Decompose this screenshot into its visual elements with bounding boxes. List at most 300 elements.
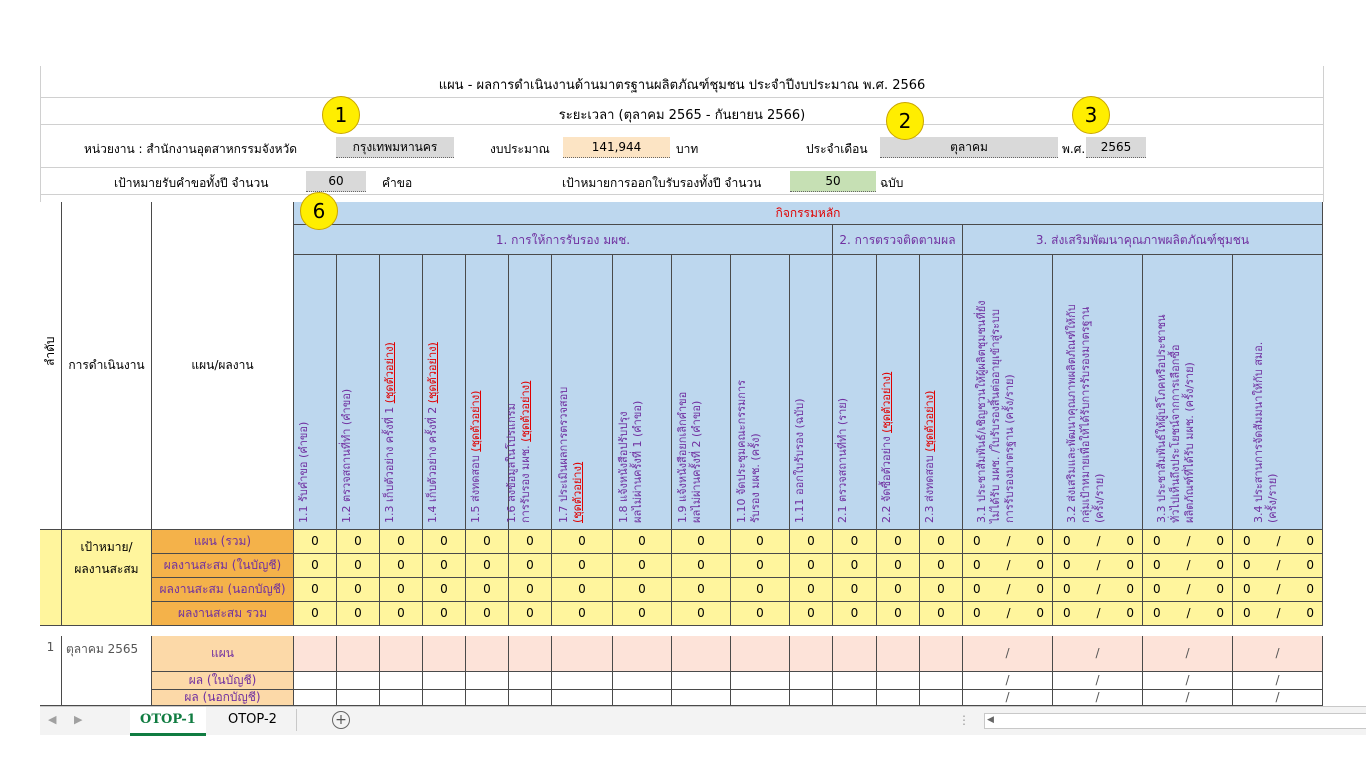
- input-cell[interactable]: [423, 636, 466, 672]
- input-cell[interactable]: [552, 672, 613, 690]
- tab-scroll-left-icon[interactable]: ◀: [48, 713, 57, 726]
- activity-col-header-text: [793, 398, 806, 523]
- input-cell[interactable]: [466, 636, 509, 672]
- input-cell[interactable]: [613, 636, 672, 672]
- summary-row-label-text: ผลงานสะสม รวม: [177, 606, 268, 620]
- input-cell[interactable]: [920, 672, 963, 690]
- value-cell[interactable]: [380, 530, 423, 554]
- summary-label-line2: ผลงานสะสม: [74, 562, 139, 576]
- value-text: 0: [894, 606, 902, 620]
- input-cell[interactable]: [1143, 636, 1233, 672]
- value-text: 0: [1153, 534, 1161, 548]
- input-cell[interactable]: [1053, 636, 1143, 672]
- value-cell[interactable]: [423, 530, 466, 554]
- input-cell[interactable]: [509, 690, 552, 706]
- value-cell[interactable]: [672, 530, 731, 554]
- activity-col-header-text: [297, 422, 310, 523]
- value-cell[interactable]: [294, 578, 337, 602]
- value-text: 0: [578, 558, 586, 572]
- summary-row-label-text: แผน (รวม): [193, 534, 252, 548]
- activity-col-header-text: [749, 433, 762, 523]
- col-header-plan: [152, 202, 294, 530]
- value-text: 0: [526, 606, 534, 620]
- target-request-cell[interactable]: 60: [306, 171, 366, 192]
- value-cell[interactable]: [466, 602, 509, 626]
- value-text: 0: [311, 534, 319, 548]
- value-text: 0: [483, 606, 491, 620]
- value-cell[interactable]: [1233, 578, 1323, 602]
- input-cell[interactable]: [963, 672, 1053, 690]
- target-cert-cell[interactable]: 50: [790, 171, 876, 192]
- slash-text: /: [1006, 534, 1011, 548]
- value-cell[interactable]: [1233, 602, 1323, 626]
- value-cell[interactable]: [1053, 554, 1143, 578]
- slash-text: /: [1095, 646, 1100, 660]
- value-cell[interactable]: [877, 530, 920, 554]
- input-cell[interactable]: [731, 690, 790, 706]
- slash-text: /: [1276, 582, 1281, 596]
- value-text: 0: [638, 558, 646, 572]
- activity-col-header-line: 1.7 ประเมินผลการตรวจสอบ: [556, 386, 570, 523]
- group-header-group3: [963, 225, 1323, 255]
- value-text: 0: [1216, 606, 1224, 620]
- value-text: 0: [973, 606, 981, 620]
- slash-text: /: [1096, 582, 1101, 596]
- value-cell[interactable]: [613, 578, 672, 602]
- group-header-label: 1. การให้การรับรอง มผช.: [495, 233, 631, 247]
- input-cell[interactable]: [672, 690, 731, 706]
- activity-col-header-unit: (ชุดตัวอย่าง): [518, 380, 532, 442]
- slash-text: /: [1005, 673, 1010, 687]
- activity-col-header: [613, 255, 672, 530]
- activity-col-header: [1143, 255, 1233, 530]
- col-header-order-label: ลำดับ: [43, 336, 57, 366]
- target-cert-label: เป้าหมายการออกใบรับรองทั้งปี จำนวน: [562, 176, 762, 190]
- value-cell[interactable]: [380, 578, 423, 602]
- activity-col-header-line: 2.2 จัดซื้อตัวอย่าง: [879, 432, 893, 523]
- value-cell[interactable]: [790, 554, 833, 578]
- value-cell[interactable]: [731, 554, 790, 578]
- value-text: 0: [697, 582, 705, 596]
- value-text: 0: [756, 606, 764, 620]
- activity-col-header-text: [1065, 304, 1078, 523]
- col-header-operation: [62, 202, 152, 530]
- value-cell[interactable]: [833, 554, 877, 578]
- input-cell[interactable]: [337, 636, 380, 672]
- activity-col-header-line: (ครั้ง/ราย): [1266, 473, 1279, 523]
- horizontal-scrollbar[interactable]: [984, 713, 1366, 729]
- input-cell[interactable]: [1233, 690, 1323, 706]
- activity-col-header: [466, 255, 509, 530]
- activity-col-header: [337, 255, 380, 530]
- value-text: 0: [1306, 558, 1314, 572]
- activity-col-header-line: 3.3 ประชาสัมพันธ์ให้ผู้บริโภคหรือประชาชน: [1155, 314, 1168, 523]
- value-cell[interactable]: [552, 578, 613, 602]
- input-cell[interactable]: [552, 690, 613, 706]
- value-cell[interactable]: [790, 530, 833, 554]
- activity-col-header-unit: (ชุดตัวอย่าง): [468, 390, 482, 452]
- activity-col-header: [672, 255, 731, 530]
- tab-scroll-right-icon[interactable]: ▶: [74, 713, 83, 726]
- activity-col-header-text: [880, 372, 893, 523]
- value-cell[interactable]: [1143, 578, 1233, 602]
- value-cell[interactable]: [509, 554, 552, 578]
- input-cell[interactable]: [833, 672, 877, 690]
- value-text: 0: [578, 606, 586, 620]
- summary-row-label: [152, 530, 294, 554]
- input-cell[interactable]: [790, 690, 833, 706]
- callout-badge-3: 3: [1072, 96, 1110, 134]
- slash-text: /: [1185, 690, 1190, 704]
- value-text: 0: [440, 534, 448, 548]
- input-cell[interactable]: [920, 636, 963, 672]
- slash-text: /: [1276, 558, 1281, 572]
- activity-col-header-unit: (ชุดตัวอย่าง): [922, 390, 936, 452]
- activity-col-header-line: 2.1 ตรวจสถานที่ทำ (ราย): [836, 397, 849, 523]
- value-cell[interactable]: [466, 554, 509, 578]
- activity-col-header: [380, 255, 423, 530]
- activity-col-header-text: [1003, 374, 1016, 523]
- value-text: 0: [638, 606, 646, 620]
- activity-col-header-line: ทั่วไปเห็นถึงประโยชน์จากการเลือกซื้อ: [1169, 344, 1182, 523]
- value-cell[interactable]: [731, 530, 790, 554]
- value-cell[interactable]: [1143, 530, 1233, 554]
- target-request-unit: คำขอ: [382, 176, 413, 190]
- value-text: 0: [937, 582, 945, 596]
- month-row-type-text: แผน: [211, 646, 234, 660]
- budget-cell[interactable]: 141,944: [563, 137, 670, 158]
- budget-label: งบประมาณ: [490, 142, 550, 156]
- activity-col-header-text: [1266, 474, 1279, 523]
- value-cell[interactable]: [337, 602, 380, 626]
- value-cell[interactable]: [920, 530, 963, 554]
- slash-text: /: [1005, 646, 1010, 660]
- month-row-type-text: ผล (ในบัญชี): [188, 673, 257, 687]
- value-cell[interactable]: [423, 602, 466, 626]
- input-cell[interactable]: [380, 690, 423, 706]
- value-cell[interactable]: [1233, 554, 1323, 578]
- input-cell[interactable]: [731, 672, 790, 690]
- budget-unit: บาท: [676, 142, 699, 156]
- value-text: 0: [1243, 582, 1251, 596]
- value-text: 0: [894, 582, 902, 596]
- value-text: 0: [1153, 606, 1161, 620]
- province-cell[interactable]: กรุงเทพมหานคร: [336, 137, 454, 158]
- value-cell[interactable]: [466, 578, 509, 602]
- value-text: 0: [756, 582, 764, 596]
- plus-circle-icon[interactable]: +: [332, 711, 350, 729]
- input-cell[interactable]: [1053, 672, 1143, 690]
- input-cell[interactable]: [466, 672, 509, 690]
- value-text: 0: [807, 606, 815, 620]
- summary-row-label-text: ผลงานสะสม (ในบัญชี): [163, 558, 282, 572]
- value-cell[interactable]: [731, 602, 790, 626]
- activity-col-header-text: [426, 342, 439, 523]
- value-text: 0: [1243, 558, 1251, 572]
- activity-col-header-line: การรับรอง มผช.: [518, 441, 532, 523]
- input-cell[interactable]: [731, 636, 790, 672]
- activity-col-header-text: [1079, 307, 1092, 523]
- tab-otop-2[interactable]: OTOP-2: [228, 712, 277, 727]
- month-cell[interactable]: ตุลาคม: [880, 137, 1058, 158]
- input-cell[interactable]: [613, 690, 672, 706]
- value-cell[interactable]: [552, 602, 613, 626]
- callout-badge-2: 2: [886, 102, 924, 140]
- input-cell[interactable]: [509, 672, 552, 690]
- month-row-type-label: [152, 690, 294, 706]
- value-text: 0: [807, 558, 815, 572]
- value-text: 0: [1063, 558, 1071, 572]
- value-text: 0: [756, 534, 764, 548]
- activity-col-header-unit: (ชุดตัวอย่าง): [425, 342, 439, 404]
- value-cell[interactable]: [552, 554, 613, 578]
- value-text: 0: [354, 606, 362, 620]
- month-row-type-text: ผล (นอกบัญชี): [184, 690, 261, 704]
- activity-col-header-text: [1155, 314, 1168, 523]
- group-header-label: 3. ส่งเสริมพัฒนาคุณภาพผลิตภัณฑ์ชุมชน: [1035, 233, 1250, 247]
- value-cell[interactable]: [337, 530, 380, 554]
- activity-col-header-line: 1.8 แจ้งหนังสือปรับปรุง: [616, 411, 630, 523]
- value-cell[interactable]: [423, 554, 466, 578]
- value-cell[interactable]: [294, 530, 337, 554]
- input-cell[interactable]: [1143, 690, 1233, 706]
- value-cell[interactable]: [294, 554, 337, 578]
- input-cell[interactable]: [423, 672, 466, 690]
- input-cell[interactable]: [672, 636, 731, 672]
- activity-col-header: [790, 255, 833, 530]
- value-cell[interactable]: [877, 554, 920, 578]
- input-cell[interactable]: [963, 690, 1053, 706]
- value-cell[interactable]: [963, 578, 1053, 602]
- value-cell[interactable]: [672, 602, 731, 626]
- col-header-operation-label: การดำเนินงาน: [68, 358, 145, 372]
- value-cell[interactable]: [466, 530, 509, 554]
- input-cell[interactable]: [877, 690, 920, 706]
- value-cell[interactable]: [920, 578, 963, 602]
- slash-text: /: [1185, 646, 1190, 660]
- input-cell[interactable]: [920, 690, 963, 706]
- value-cell[interactable]: [509, 602, 552, 626]
- input-cell[interactable]: [294, 636, 337, 672]
- input-cell[interactable]: [1233, 636, 1323, 672]
- value-text: 0: [440, 582, 448, 596]
- year-cell[interactable]: 2565: [1086, 137, 1146, 158]
- value-text: 0: [850, 558, 859, 572]
- slash-text: /: [1275, 673, 1280, 687]
- activity-col-header-text: [1252, 342, 1265, 523]
- value-text: 0: [1036, 606, 1044, 620]
- value-text: 0: [1216, 534, 1224, 548]
- activity-col-header-line: ไม่ได้รับ มผช. /ใบรับรองสิ้นต่ออายุเข้าสู่ระบบ: [989, 308, 1002, 523]
- value-cell[interactable]: [552, 530, 613, 554]
- summary-order-cell: [40, 530, 62, 626]
- value-cell[interactable]: [1143, 602, 1233, 626]
- slash-text: /: [1095, 673, 1100, 687]
- activity-col-header-line: ผลิตภัณฑ์ที่ได้รับ มผช. (ครั้ง/ราย): [1183, 362, 1196, 523]
- value-cell[interactable]: [672, 578, 731, 602]
- input-cell[interactable]: [877, 636, 920, 672]
- value-text: 0: [354, 582, 362, 596]
- activity-col-header-line: (ครั้ง/ราย): [1093, 473, 1106, 523]
- input-cell[interactable]: [552, 636, 613, 672]
- value-text: 0: [894, 534, 902, 548]
- input-cell[interactable]: [1233, 672, 1323, 690]
- value-text: 0: [973, 558, 981, 572]
- activity-col-header-text: [571, 462, 584, 523]
- value-cell[interactable]: [380, 554, 423, 578]
- input-cell[interactable]: [380, 672, 423, 690]
- tab-divider: [296, 709, 297, 731]
- slash-text: /: [1186, 606, 1191, 620]
- activity-col-header-text: [1169, 344, 1182, 523]
- value-text: 0: [397, 606, 405, 620]
- value-text: 0: [526, 582, 534, 596]
- value-text: 0: [1153, 558, 1161, 572]
- value-cell[interactable]: [337, 578, 380, 602]
- value-cell[interactable]: [920, 554, 963, 578]
- value-cell[interactable]: [790, 602, 833, 626]
- value-text: 0: [1063, 534, 1071, 548]
- input-cell[interactable]: [294, 690, 337, 706]
- input-cell[interactable]: [466, 690, 509, 706]
- target-cert-unit: ฉบับ: [880, 176, 904, 190]
- value-text: 0: [354, 534, 362, 548]
- value-text: 0: [638, 582, 646, 596]
- value-text: 0: [1036, 582, 1044, 596]
- activity-col-header-text: [519, 381, 532, 523]
- value-cell[interactable]: [1053, 578, 1143, 602]
- value-text: 0: [578, 534, 586, 548]
- activity-col-header-line: รับรอง มผช. (ครั้ง): [748, 433, 762, 523]
- value-text: 0: [697, 558, 705, 572]
- value-text: 0: [397, 534, 405, 548]
- value-text: 0: [311, 606, 319, 620]
- value-text: 0: [1063, 582, 1071, 596]
- activity-col-header: [294, 255, 337, 530]
- value-text: 0: [937, 606, 945, 620]
- sheet-tab-bar: [40, 706, 1366, 735]
- value-cell[interactable]: [509, 530, 552, 554]
- activity-col-header: [1233, 255, 1323, 530]
- summary-label-cell: [62, 530, 152, 626]
- value-cell[interactable]: [1233, 530, 1323, 554]
- gridline: [40, 97, 1324, 98]
- value-text: 0: [638, 534, 646, 548]
- input-cell[interactable]: [790, 636, 833, 672]
- value-cell[interactable]: [877, 578, 920, 602]
- value-cell[interactable]: [963, 530, 1053, 554]
- value-cell[interactable]: [963, 602, 1053, 626]
- activity-col-header-line: 1.3 เก็บตัวอย่าง ครั้งที่ 1: [382, 403, 396, 523]
- input-cell[interactable]: [1143, 672, 1233, 690]
- input-cell[interactable]: [337, 672, 380, 690]
- input-cell[interactable]: [423, 690, 466, 706]
- input-cell[interactable]: [337, 690, 380, 706]
- activity-col-header-text: [617, 412, 630, 524]
- value-cell[interactable]: [613, 602, 672, 626]
- activity-col-header-text: [1093, 474, 1106, 523]
- month-label: ประจำเดือน: [806, 142, 868, 156]
- input-cell[interactable]: [963, 636, 1053, 672]
- input-cell[interactable]: [1053, 690, 1143, 706]
- value-cell[interactable]: [1143, 554, 1233, 578]
- value-text: 0: [807, 534, 815, 548]
- input-cell[interactable]: [833, 636, 877, 672]
- col-header-plan-label: แผน/ผลงาน: [191, 358, 254, 372]
- value-cell[interactable]: [509, 578, 552, 602]
- group-header-group2: [833, 225, 963, 255]
- value-cell[interactable]: [1053, 602, 1143, 626]
- value-cell[interactable]: [731, 578, 790, 602]
- value-cell[interactable]: [963, 554, 1053, 578]
- value-text: 0: [697, 606, 705, 620]
- value-cell[interactable]: [423, 578, 466, 602]
- activity-col-header-text: [340, 389, 353, 523]
- value-text: 0: [397, 582, 405, 596]
- agency-label: หน่วยงาน : สำนักงานอุตสาหกรรมจังหวัด: [84, 142, 298, 156]
- summary-row-label: [152, 578, 294, 602]
- scroll-left-arrow-icon[interactable]: ◀: [987, 715, 994, 725]
- group-header-group1: [294, 225, 833, 255]
- slash-text: /: [1276, 606, 1281, 620]
- summary-row-label: [152, 554, 294, 578]
- value-text: 0: [937, 534, 945, 548]
- input-cell[interactable]: [833, 690, 877, 706]
- value-cell[interactable]: [1053, 530, 1143, 554]
- report-title: แผน - ผลการดำเนินงานด้านมาตรฐานผลิตภัณฑ์ชุมชน ประจำปีงบประมาณ พ.ศ. 2566: [438, 78, 926, 93]
- value-text: 0: [973, 534, 981, 548]
- value-cell[interactable]: [294, 602, 337, 626]
- input-cell[interactable]: [877, 672, 920, 690]
- month-label-cell: [62, 636, 152, 706]
- value-cell[interactable]: [613, 554, 672, 578]
- activity-col-header: [963, 255, 1053, 530]
- value-cell[interactable]: [833, 602, 877, 626]
- activity-col-header-line: 1.6 ลงข้อมูลในโปรแกรม: [504, 403, 518, 523]
- input-cell[interactable]: [790, 672, 833, 690]
- value-cell[interactable]: [380, 602, 423, 626]
- value-cell[interactable]: [672, 554, 731, 578]
- gridline: [40, 194, 1324, 195]
- value-text: 0: [1036, 534, 1044, 548]
- value-cell[interactable]: [877, 602, 920, 626]
- activity-col-header-line: 2.3 ส่งทดสอบ: [922, 451, 936, 523]
- value-cell[interactable]: [613, 530, 672, 554]
- value-text: 0: [483, 534, 491, 548]
- input-cell[interactable]: [672, 672, 731, 690]
- splitter-dots-icon[interactable]: ⋮: [958, 713, 970, 727]
- input-cell[interactable]: [613, 672, 672, 690]
- input-cell[interactable]: [294, 672, 337, 690]
- value-cell[interactable]: [790, 578, 833, 602]
- slash-text: /: [1095, 690, 1100, 704]
- tab-otop-1[interactable]: OTOP-1: [130, 707, 206, 736]
- value-text: 0: [311, 582, 319, 596]
- input-cell[interactable]: [380, 636, 423, 672]
- month-row-type-label: [152, 672, 294, 690]
- value-cell[interactable]: [337, 554, 380, 578]
- slash-text: /: [1275, 690, 1280, 704]
- value-cell[interactable]: [833, 578, 877, 602]
- value-cell[interactable]: [833, 530, 877, 554]
- activity-col-header-text: [923, 391, 936, 523]
- value-cell[interactable]: [920, 602, 963, 626]
- activity-col-header-line: 1.10 จัดประชุมคณะกรรมการ: [734, 379, 748, 523]
- value-text: 0: [526, 558, 534, 572]
- input-cell[interactable]: [509, 636, 552, 672]
- slash-text: /: [1096, 534, 1101, 548]
- value-text: 0: [440, 606, 448, 620]
